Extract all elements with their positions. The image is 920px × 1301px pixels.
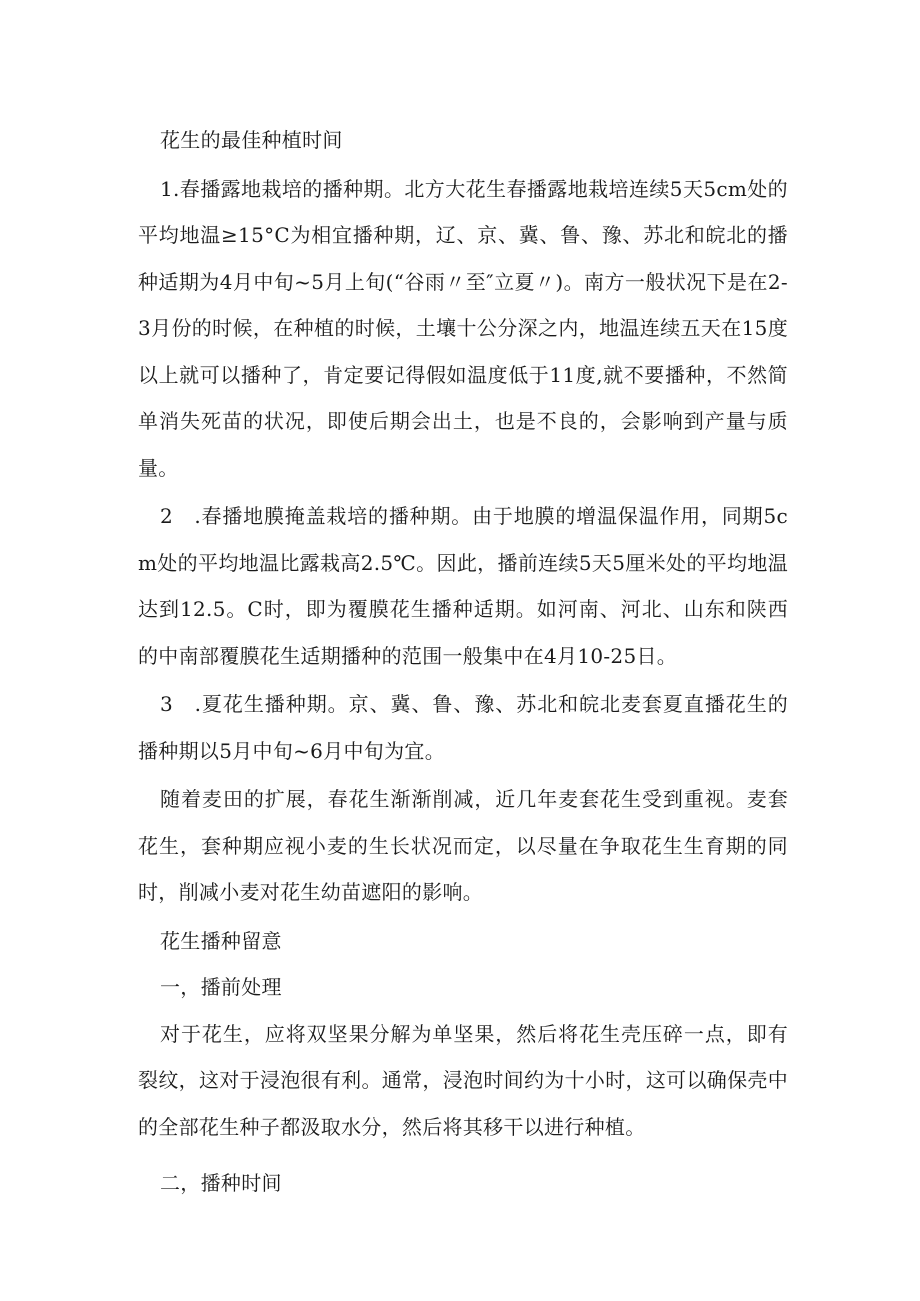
section-heading-best-planting-time: 花生的最佳种植时间 xyxy=(160,128,343,152)
subheading-pre-sowing-treatment: 一，播前处理 xyxy=(160,975,282,999)
paragraph-spring-open-field: 1.春播露地栽培的播种期。北方大花生春播露地栽培连续5天5cm处的平均地温≥15°C为相宜播种期，辽、京、冀、鲁、豫、苏北和皖北的播种适期为4月中旬~5月上旬(“谷雨〃至″立夏〃)。南方一般状况下是在2-3月份的时候，在种植的时候，土壤十公分深之内，地温连续五天在15度以上就可以播种了，肯定要记得假如温度低于11度,就不要播种，不然简单消失死苗的状况，即使后期会出土，也是不良的，会影响到产量与质量。 xyxy=(138,176,788,480)
subheading-sowing-time: 二，播种时间 xyxy=(160,1171,282,1195)
paragraph-wheat-intercrop: 随着麦田的扩展，春花生渐渐削减，近几年麦套花生受到重视。麦套花生，套种期应视小麦的生长状况而定，以尽量在争取花生生育期的同时，削减小麦对花生幼苗遮阳的影响。 xyxy=(138,787,788,904)
document-body xyxy=(138,117,788,1207)
section-heading-sowing-notes: 花生播种留意 xyxy=(160,928,282,953)
paragraph-pre-sowing-treatment: 对于花生，应将双坚果分解为单坚果，然后将花生壳压碎一点，即有裂纹，这对于浸泡很有利。通常，浸泡时间约为十小时，这可以确保壳中的全部花生种子都汲取水分，然后将其移干以进行种植。 xyxy=(138,1021,788,1139)
paragraph-summer-sowing: 3 .夏花生播种期。京、冀、鲁、豫、苏北和皖北麦套夏直播花生的播种期以5月中旬~6月中旬为宜。 xyxy=(138,692,788,763)
paragraph-spring-film-mulch: 2 .春播地膜掩盖栽培的播种期。由于地膜的增温保温作用，同期5cm处的平均地温比露栽高2.5℃。因此，播前连续5天5厘米处的平均地温达到12.5。C时，即为覆膜花生播种适期。如河南、河北、山东和陕西的中南部覆膜花生适期播种的范围一般集中在4月10-25日。 xyxy=(138,504,788,668)
